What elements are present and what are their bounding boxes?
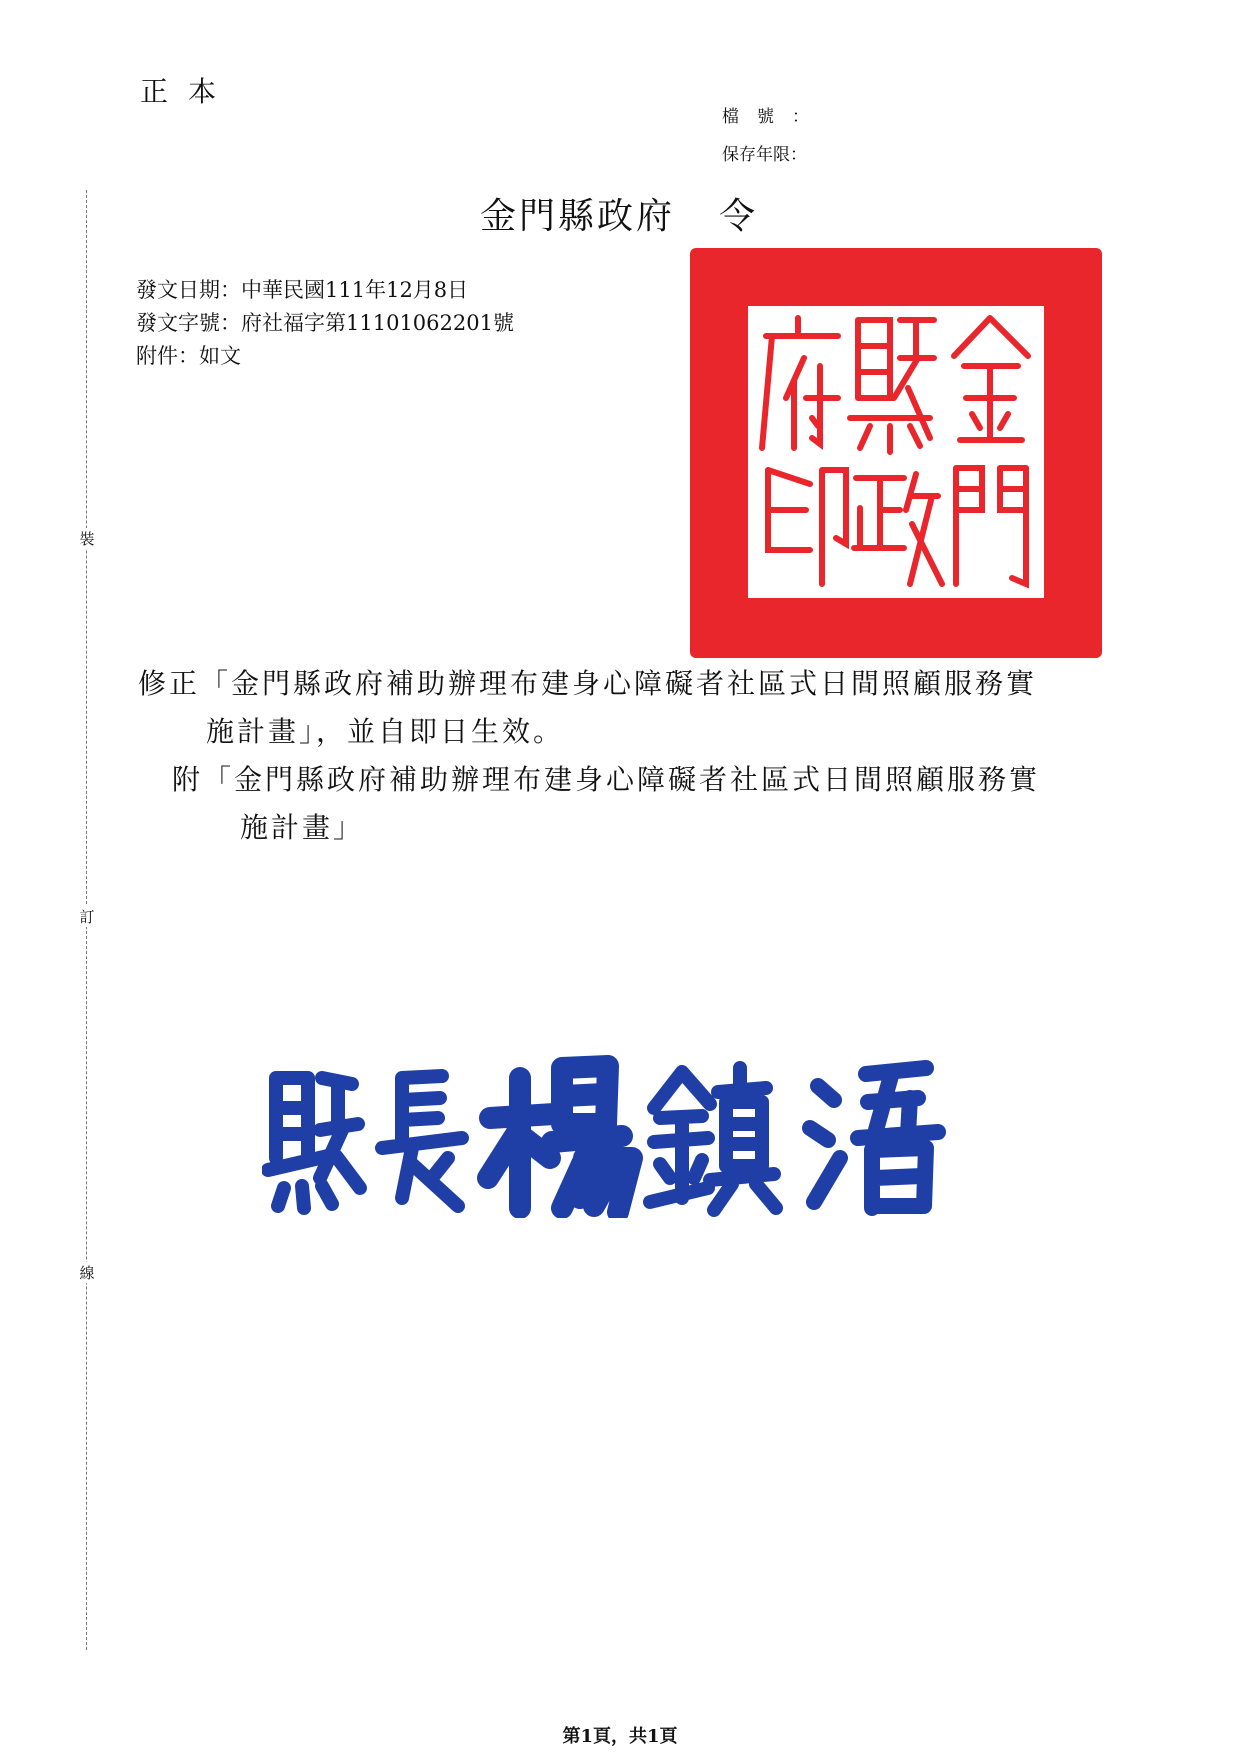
binding-mark-zhuang: 裝 xyxy=(79,530,95,548)
copy-type: 正本 xyxy=(140,75,237,108)
attachment-text-line-2: 施計畫」 xyxy=(240,811,365,844)
issue-number: 發文字號：府社福字第11101062201號 xyxy=(136,311,514,335)
order-text-line-1: 修正「金門縣政府補助辦理布建身心障礙者社區式日間照顧服務實 xyxy=(138,667,1038,700)
binding-mark-xian: 線 xyxy=(79,1264,95,1282)
official-seal xyxy=(690,248,1102,658)
attachment-text-line-1: 附「金門縣政府補助辦理布建身心障礙者社區式日間照顧服務實 xyxy=(172,763,1041,796)
magistrate-signature xyxy=(262,1038,982,1218)
order-body xyxy=(138,660,1118,852)
file-metadata xyxy=(722,98,809,174)
file-number-label: 檔號 xyxy=(722,107,792,127)
issue-metadata xyxy=(136,274,514,373)
order-text-line-2: 施計畫」，並自即日生效。 xyxy=(206,715,565,748)
retention-label: 保存年限： xyxy=(722,145,807,165)
issue-date: 發文日期：中華民國111年12月8日 xyxy=(136,278,469,302)
file-number-colon: ： xyxy=(792,107,809,127)
attachment-note: 附件：如文 xyxy=(136,344,241,368)
document-type: 令 xyxy=(719,196,759,237)
page-footer: 第1頁，共1頁 xyxy=(562,1726,678,1747)
binding-mark-ding: 訂 xyxy=(79,908,95,926)
agency-name: 金門縣政府 xyxy=(480,196,676,237)
file-number-row xyxy=(722,98,809,136)
document-title xyxy=(480,188,758,239)
